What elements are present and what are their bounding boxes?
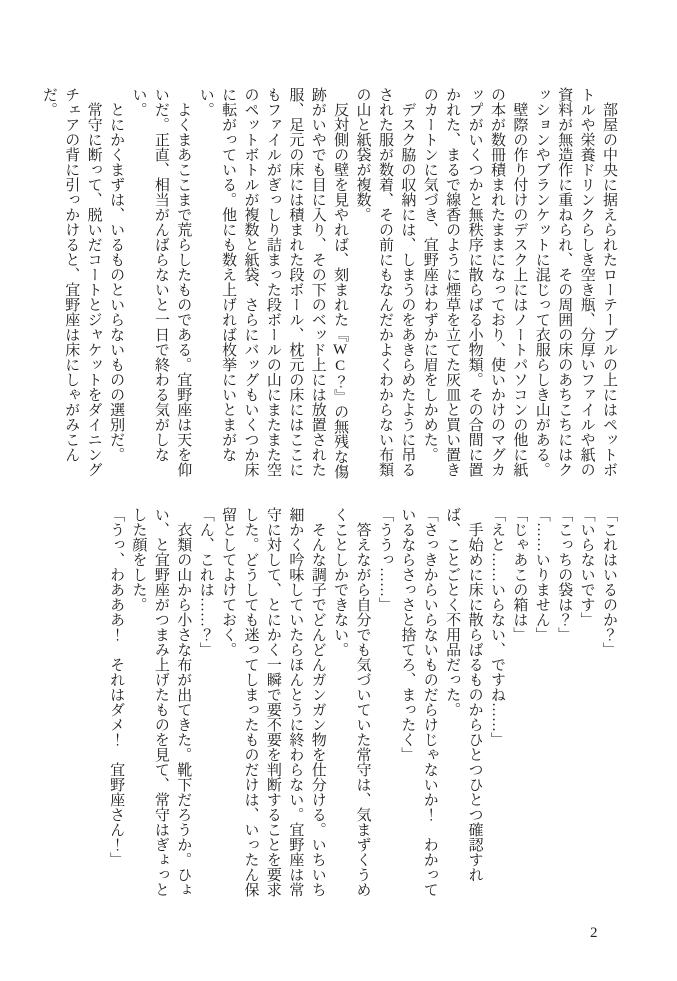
page-number: 2 — [590, 925, 598, 941]
paragraph: 「じゃあこの箱は」 — [511, 507, 528, 642]
paragraph: 「うっ、わあああ！ それはダメ！ 宜野座さん！」 — [108, 507, 125, 867]
paragraph: 「いらないです」 — [578, 507, 595, 627]
paragraph: 答えながら自分でも気づいていた常守は、気まずくうめくことしかできない。 — [332, 507, 371, 897]
paragraph: 部屋の中央に据えられたローテーブルの上にはペットボトルや栄養ドリンクらしき空き瓶、分厚いファイルや紙の資料が無造作に重ねられ、その周囲の床のあちこちにはクッションやブランケットに混じって衣服らしき山がある。 — [533, 87, 617, 477]
paragraph: 壁際の作り付けのデスク上にはノートパソコンの他に紙の本が数冊積まれたままになっており、使いかけのマグカップがいくつかと無秩序に散らばる小物類。その合間に置かれた、まるで線香のように煙草を立てた灰皿と買い置きのカートンに気づき、宜野座はわずかに眉をしかめた。 — [421, 87, 528, 477]
text-block-lower — [105, 507, 620, 899]
paragraph: 常守に断って、脱いだコートとジャケットをダイニングチェアの背に引っかけると、宜野座は床にしゃがみこんだ。 — [40, 87, 102, 477]
paragraph: よくまあここまで荒らしたものである。宜野座は天を仰いだ。正直、相当がんばらないと一日で終わる気がしない。 — [130, 87, 192, 477]
paragraph: 「えと……いらない、ですね……」 — [488, 507, 505, 747]
text-block-upper — [37, 87, 620, 479]
paragraph: とにかくまずは、いるものといらないものの選別だ。 — [108, 87, 125, 462]
paragraph: そんな調子でどんどんガンガン物を仕分ける。いちいち細かく吟味していたらほんとうに終わらない。宜野座は常守に対して、とにかく一瞬で要不要を判断することを要求した。どうしても迷ってしまったものだけは、いったん保留としてよけておく。 — [220, 507, 326, 897]
paragraph: 反対側の壁を見やれば、刻まれた『WC？』の無残な傷跡がいやでも目に入り、その下のベッド上には放置された服、足元の床には積まれた段ボール、枕元の床にはここにもファイルがぎっしり詰まった段ボールの山にまたまた空のペットボトルが複数と紙袋、さらにバッグもいくつか床に転がっている。他にも数え上げれば枚挙にいとまがない。 — [197, 87, 349, 479]
latin-text: WC — [332, 342, 349, 374]
paragraph: 衣類の山から小さな布が出てきた。靴下だろうか。ひょい、と宜野座がつまみ上げたものを見て、常守はぎょっとした顔をした。 — [130, 507, 192, 897]
paragraph: 手始めに床に散らばるものからひとつひとつ確認すれば、ことごとく不用品だった。 — [444, 507, 483, 882]
paragraph: 「こっちの袋は？」 — [556, 507, 573, 642]
paragraph: 「ん、これは……？」 — [197, 507, 214, 657]
paragraph: 「これはいるのか？」 — [601, 507, 617, 657]
paragraph: デスク脇の収納には、しまうのをあきらめたように吊るされた服が数着、その前にもなんだかよくわからない布類の山と紙袋が複数。 — [354, 87, 416, 477]
paragraph: 「ううっ……」 — [376, 507, 393, 612]
paragraph: 「……いりません」 — [533, 507, 550, 642]
paragraph: 「さっきからいらないものだらけじゃないか！ わかっているならさっさと捨てろ、まったく」 — [399, 507, 438, 897]
